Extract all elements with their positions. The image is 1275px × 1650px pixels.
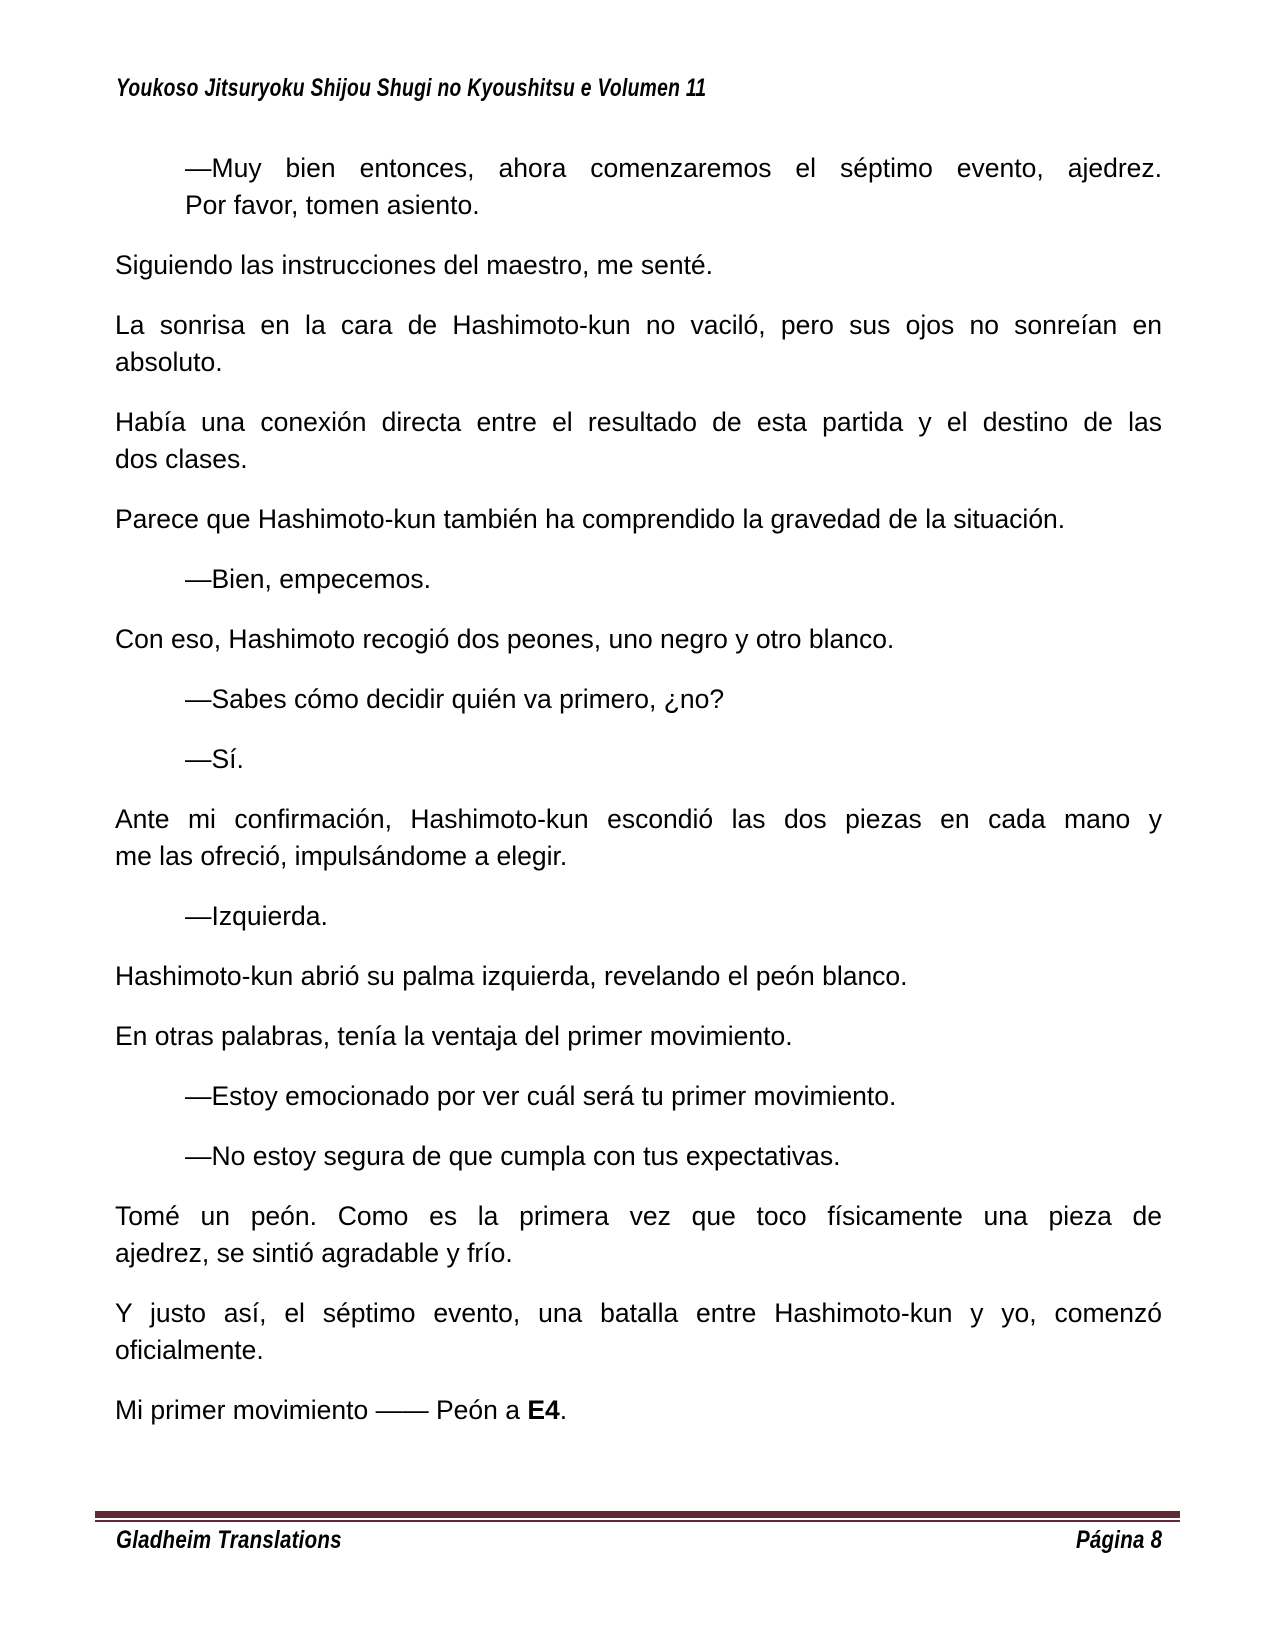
text-line: Tomé un peón. Como es la primera vez que toco físicamente una pieza de [115, 1201, 1162, 1231]
text-line: —Muy bien entonces, ahora comenzaremos el séptimo evento, ajedrez. [185, 153, 1162, 183]
narrative-paragraph [115, 621, 1162, 658]
narrative-paragraph [115, 801, 1162, 875]
text-line: Por favor, tomen asiento. [185, 190, 480, 220]
text-line: absoluto. [115, 347, 223, 377]
text-line: Había una conexión directa entre el resultado de esta partida y el destino de las [115, 407, 1162, 437]
dialogue-paragraph [115, 898, 1162, 935]
text-line: —Sabes cómo decidir quién va primero, ¿no? [185, 684, 725, 714]
document-body [115, 150, 1162, 1452]
footer-rule-thick-line [95, 1511, 1180, 1518]
narrative-paragraph [115, 307, 1162, 381]
text-line: dos clases. [115, 444, 248, 474]
dialogue-paragraph [115, 1138, 1162, 1175]
dialogue-paragraph [115, 681, 1162, 718]
narrative-paragraph [115, 1295, 1162, 1369]
dialogue-paragraph [115, 741, 1162, 778]
text-line: Y justo así, el séptimo evento, una batalla entre Hashimoto-kun y yo, comenzó [115, 1298, 1162, 1328]
narrative-paragraph [115, 1198, 1162, 1272]
text-line: Ante mi confirmación, Hashimoto-kun escondió las dos piezas en cada mano y [115, 804, 1162, 834]
text-line: Parece que Hashimoto-kun también ha comprendido la gravedad de la situación. [115, 504, 1066, 534]
dialogue-paragraph [115, 1078, 1162, 1115]
dialogue-paragraph [115, 150, 1162, 224]
text-line: Siguiendo las instrucciones del maestro, me senté. [115, 250, 714, 280]
text-line: —Izquierda. [185, 901, 328, 931]
page-header-title: Youkoso Jitsuryoku Shijou Shugi no Kyoushitsu e Volumen 11 [116, 74, 707, 102]
text-line: Hashimoto-kun abrió su palma izquierda, revelando el peón blanco. [115, 961, 908, 991]
text-line: oficialmente. [115, 1335, 264, 1365]
narrative-paragraph [115, 1392, 1162, 1429]
page-footer [116, 1526, 1162, 1555]
text-line: —No estoy segura de que cumpla con tus expectativas. [185, 1141, 841, 1171]
text-line: Mi primer movimiento —— Peón a E4. [115, 1395, 568, 1425]
narrative-paragraph [115, 501, 1162, 538]
bold-text: E4 [527, 1395, 560, 1425]
text-line: —Bien, empecemos. [185, 564, 431, 594]
narrative-paragraph [115, 247, 1162, 284]
footer-rule-thin-line [95, 1520, 1180, 1522]
text-line: me las ofreció, impulsándome a elegir. [115, 841, 568, 871]
footer-translator-credit: Gladheim Translations [116, 1526, 342, 1554]
narrative-paragraph [115, 404, 1162, 478]
text-line: —Estoy emocionado por ver cuál será tu primer movimiento. [185, 1081, 897, 1111]
text-line: La sonrisa en la cara de Hashimoto-kun no vaciló, pero sus ojos no sonreían en [115, 310, 1162, 340]
text-line: ajedrez, se sintió agradable y frío. [115, 1238, 513, 1268]
footer-page-number: Página 8 [1075, 1526, 1162, 1554]
text-line: En otras palabras, tenía la ventaja del primer movimiento. [115, 1021, 793, 1051]
dialogue-paragraph [115, 561, 1162, 598]
text-line: —Sí. [185, 744, 244, 774]
narrative-paragraph [115, 958, 1162, 995]
footer-rule [95, 1511, 1180, 1522]
narrative-paragraph [115, 1018, 1162, 1055]
text-line: Con eso, Hashimoto recogió dos peones, uno negro y otro blanco. [115, 624, 895, 654]
